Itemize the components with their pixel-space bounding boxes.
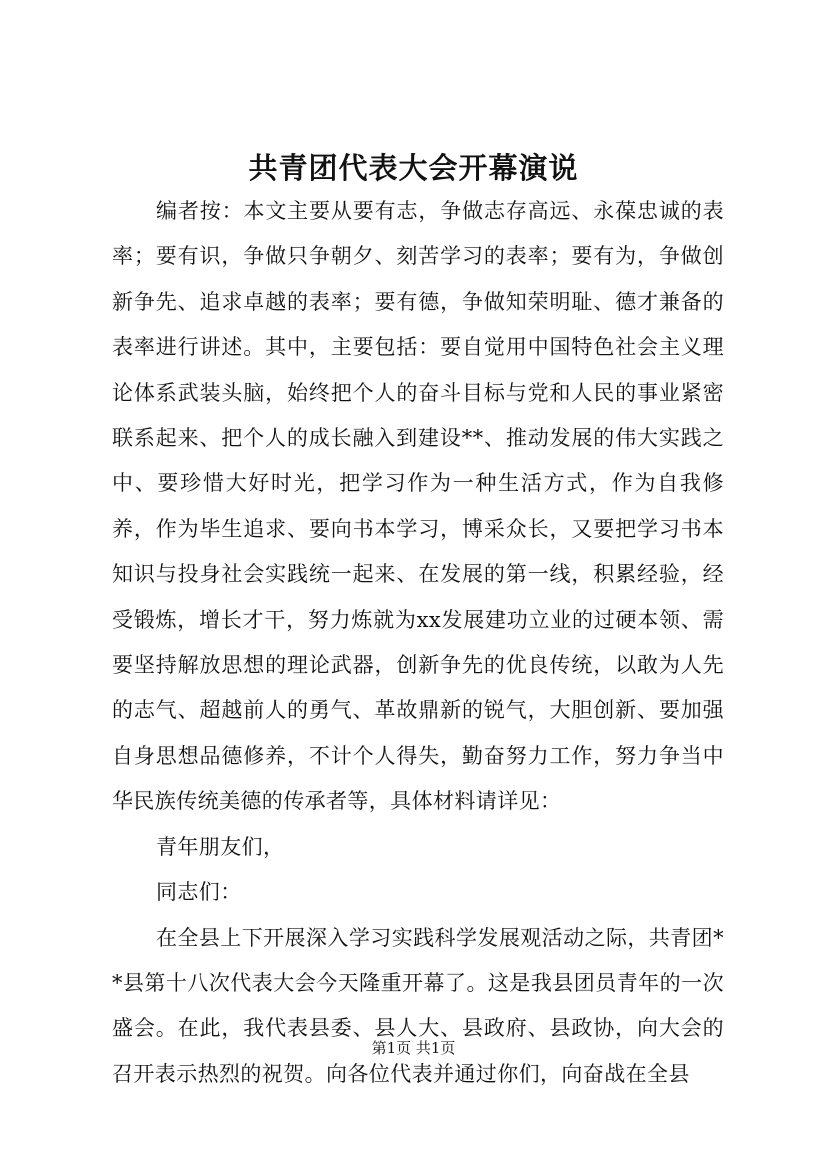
salutation-comrades: 同志们： <box>156 880 242 905</box>
speech-opening-paragraph: 在全县上下开展深入学习实践科学发展观活动之际，共青团**县第十八次代表大会今天隆重开幕了。这是我县团员青年的一次盛会。在此，我代表县委、县人大、县政府、县政协，向大会的召开表示热烈的祝贺。向各位代表并通过你们，向奋战在全县 <box>112 925 724 1086</box>
document-body <box>112 189 724 1097</box>
document-title: 共青团代表大会开幕演说 <box>248 151 579 185</box>
salutation-young-friends: 青年朋友们， <box>156 834 285 859</box>
page-number-footer: 第1页 共1页 <box>371 1039 456 1057</box>
editor-note-paragraph: 编者按：本文主要从要有志，争做志存高远、永葆忠诚的表率；要有识，争做只争朝夕、刻苦学习的表率；要有为，争做创新争先、追求卓越的表率；要有德，争做知荣明耻、德才兼备的表率进行讲述。其中，主要包括：要自觉用中国特色社会主义理论体系武装头脑，始终把个人的奋斗目标与党和人民的事业紧密联系起来、把个人的成长融入到建设**、推动发展的伟大实践之中、要珍惜大好时光，把学习作为一种生活方式，作为自我修养，作为毕生追求、要向书本学习，博采众长，又要把学习书本知识与投身社会实践统一起来、在发展的第一线，积累经验，经受锻炼，增长才干，努力炼就为xx发展建功立业的过硬本领、需要坚持解放思想的理论武器，创新争先的优良传统，以敢为人先的志气、超越前人的勇气、革故鼎新的锐气，大胆创新、要加强自身思想品德修养，不计个人得失，勤奋努力工作，努力争当中华民族传统美德的传承者等，具体材料请详见： <box>112 199 724 814</box>
